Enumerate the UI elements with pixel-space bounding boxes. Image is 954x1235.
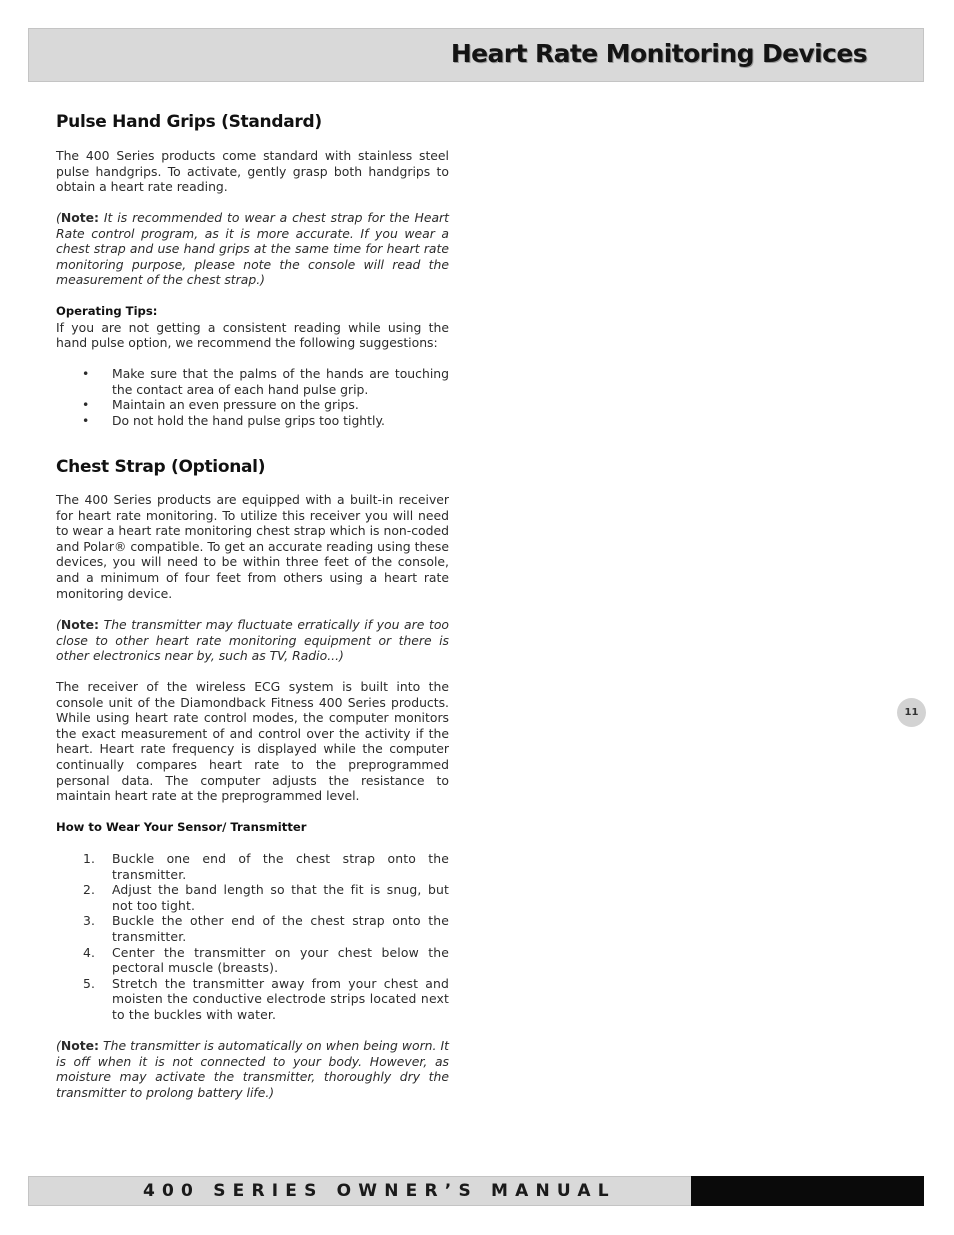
- pulse-note: [56, 210, 449, 288]
- list-item: [56, 851, 449, 882]
- tip-text: Make sure that the palms of the hands are touching the contact area of each hand pulse grip.: [112, 366, 449, 397]
- list-item: [56, 366, 449, 397]
- receiver-block: [56, 679, 449, 804]
- pulse-intro: The 400 Series products come standard with stainless steel pulse handgrips. To activate, gently grasp both handgrips to obtain a heart rate reading.: [56, 148, 449, 195]
- page-title: Heart Rate Monitoring Devices: [450, 39, 867, 68]
- note-text: The transmitter may fluctuate erratically if you are too close to other heart rate monitoring equipment or there is other electronics near by, such as TV, Radio...): [56, 617, 449, 664]
- footer-title: 400 SERIES OWNER’S MANUAL: [143, 1181, 616, 1201]
- step-number: 5.: [83, 975, 96, 991]
- list-item: [56, 882, 449, 913]
- header-bar: [28, 28, 924, 82]
- list-item: [56, 913, 449, 944]
- page-number-badge: 11: [897, 698, 926, 727]
- note-open-paren: (: [56, 617, 61, 632]
- tip-text: Maintain an even pressure on the grips.: [112, 397, 359, 413]
- chest-heading: Chest Strap (Optional): [56, 457, 266, 477]
- step-text: Center the transmitter on your chest below the pectoral muscle (breasts).: [112, 944, 449, 976]
- step-number: 3.: [83, 913, 96, 929]
- step-text: Stretch the transmitter away from your chest and moisten the conductive electrode strips located next to the buckles with water.: [112, 975, 449, 1022]
- tips-heading: Operating Tips:: [56, 304, 158, 318]
- note-open-paren: (: [56, 210, 61, 225]
- note-label: Note:: [60, 1038, 100, 1053]
- step-number: 2.: [83, 882, 96, 898]
- step-number: 1.: [83, 851, 96, 866]
- bullet-marker: •: [82, 412, 90, 428]
- receiver-paragraph: The receiver of the wireless ECG system is built into the console unit of the Diamondback Fitness 400 Series products. While using heart rate control modes, the computer monitors the exact measurement of and control over the activity if the heart. Heart rate frequency is displayed while the computer continually compares heart rate to the preprogrammed personal data. The computer adjusts the resistance to maintain heart rate at the preprogrammed level.: [56, 679, 449, 804]
- tips-block: [56, 304, 449, 351]
- list-item: [56, 413, 449, 429]
- footer-bar: [28, 1176, 924, 1206]
- list-item: [56, 976, 449, 1023]
- list-item: [56, 945, 449, 976]
- bullet-marker: •: [82, 397, 90, 413]
- step-text: Buckle the other end of the chest strap onto the transmitter.: [112, 913, 449, 944]
- tips-list-block: [56, 366, 449, 428]
- steps-list: [56, 851, 449, 1023]
- tips-list: [56, 366, 449, 428]
- chest-note-block: [56, 617, 449, 664]
- note-open-paren: (: [56, 1038, 61, 1053]
- chest-section: [56, 456, 449, 478]
- chest-intro-block: [56, 492, 449, 601]
- note-label: Note:: [60, 210, 100, 225]
- step-number: 4.: [83, 944, 96, 960]
- tip-text: Do not hold the hand pulse grips too tightly.: [112, 412, 385, 428]
- pulse-intro-block: [56, 148, 449, 195]
- note-text: The transmitter is automatically on when being worn. It is off when it is not connected to your body. However, as moisture may activate the transmitter, thoroughly dry the transmitter to prolong battery life.): [56, 1038, 449, 1100]
- pulse-note-block: [56, 210, 449, 288]
- tips-intro: If you are not getting a consistent reading while using the hand pulse option, we recommend the following suggestions:: [56, 319, 449, 351]
- note-label: Note:: [60, 617, 100, 632]
- step-text: Adjust the band length so that the fit is snug, but not too tight.: [112, 882, 449, 913]
- step-text: Buckle one end of the chest strap onto the transmitter.: [112, 851, 449, 882]
- transmitter-note: [56, 1038, 449, 1100]
- chest-note: [56, 617, 449, 664]
- bullet-marker: •: [82, 366, 90, 381]
- wear-heading-block: [56, 820, 449, 836]
- list-item: [56, 397, 449, 413]
- wear-heading: How to Wear Your Sensor/ Transmitter: [56, 820, 307, 834]
- note-text: It is recommended to wear a chest strap for the Heart Rate control program, as it is more accurate. If you wear a chest strap and use hand grips at the same time for heart rate monitoring purpose, please note the console will read the measurement of the chest strap.): [56, 210, 449, 288]
- steps-block: [56, 851, 449, 1023]
- pulse-heading: Pulse Hand Grips (Standard): [56, 112, 322, 132]
- transmitter-note-block: [56, 1038, 449, 1100]
- pulse-section: [56, 111, 449, 133]
- footer-black-block: [691, 1176, 924, 1206]
- chest-intro: The 400 Series products are equipped with a built-in receiver for heart rate monitoring. To utilize this receiver you will need to wear a heart rate monitoring chest strap which is non-coded and Polar® compatible. To get an accurate reading using these devices, you will need to be within three feet of the console, and a minimum of four feet from others using a heart rate monitoring device.: [56, 492, 450, 601]
